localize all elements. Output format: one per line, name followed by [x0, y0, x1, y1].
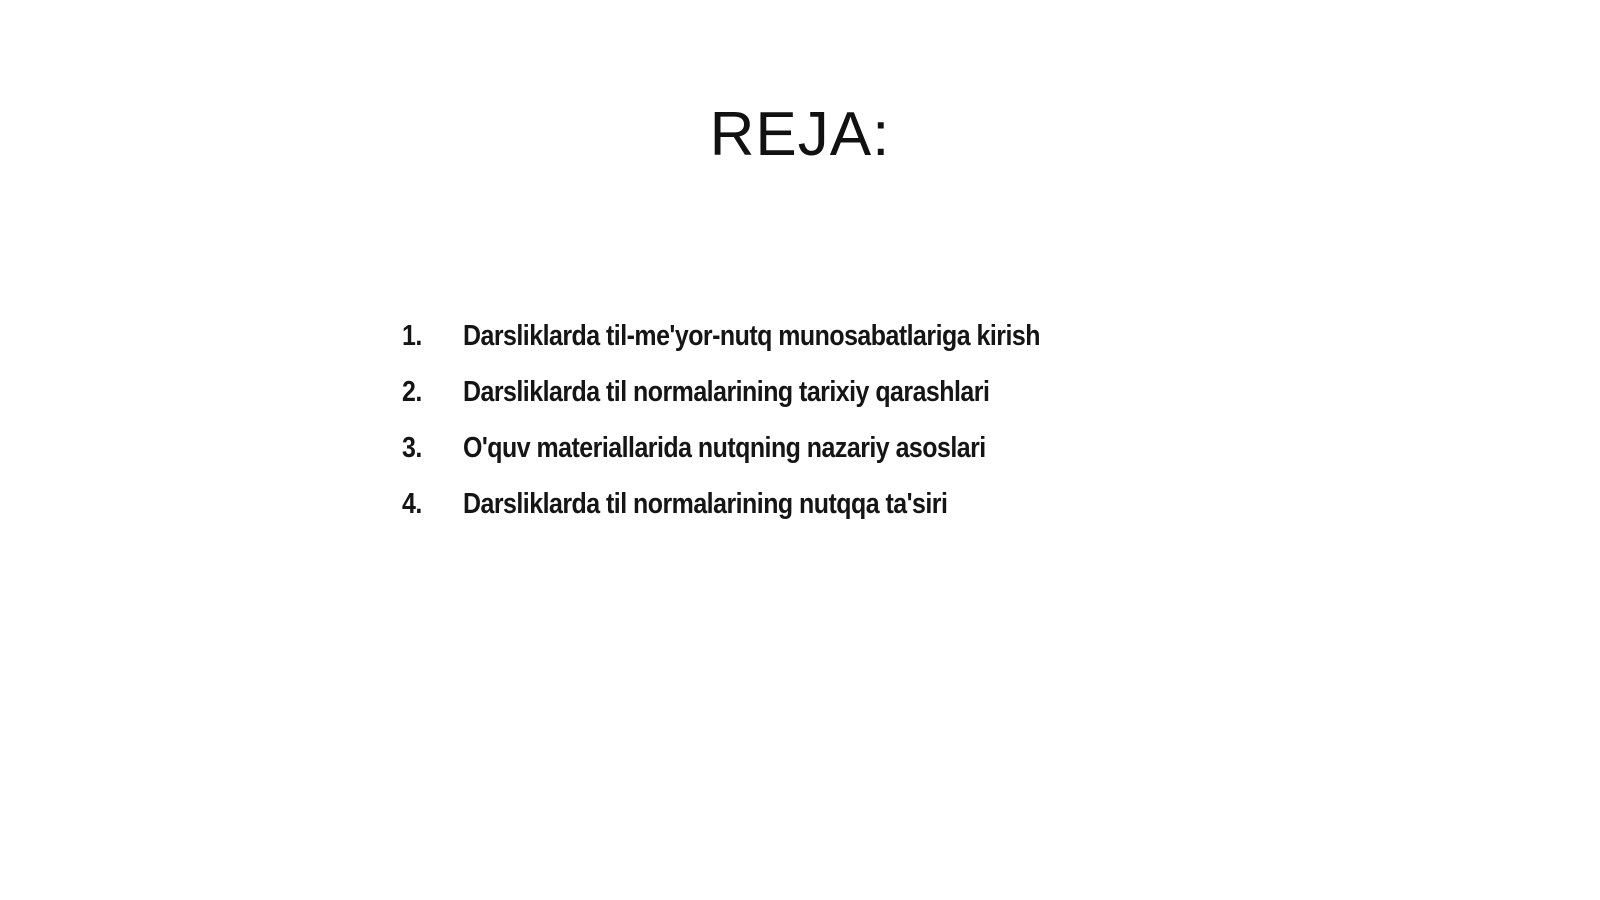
plan-item-text: Darsliklarda til-me'yor-nutq munosabatlariga kirish — [463, 320, 1040, 352]
plan-item-text: O'quv materiallarida nutqning nazariy asoslari — [463, 432, 986, 464]
plan-item-2 — [402, 376, 1134, 432]
plan-item-number: 2. — [402, 376, 422, 408]
plan-item-number: 1. — [402, 320, 422, 352]
plan-item-3 — [402, 432, 1134, 488]
plan-list — [402, 320, 1134, 544]
plan-item-text: Darsliklarda til normalarining nutqqa ta'siri — [463, 488, 948, 520]
plan-item-number: 4. — [402, 488, 422, 520]
plan-item-1 — [402, 320, 1134, 376]
slide-title: REJA: — [709, 100, 891, 169]
plan-item-text: Darsliklarda til normalarining tarixiy qarashlari — [463, 376, 990, 408]
plan-item-4 — [402, 488, 1134, 544]
plan-item-number: 3. — [402, 432, 422, 464]
